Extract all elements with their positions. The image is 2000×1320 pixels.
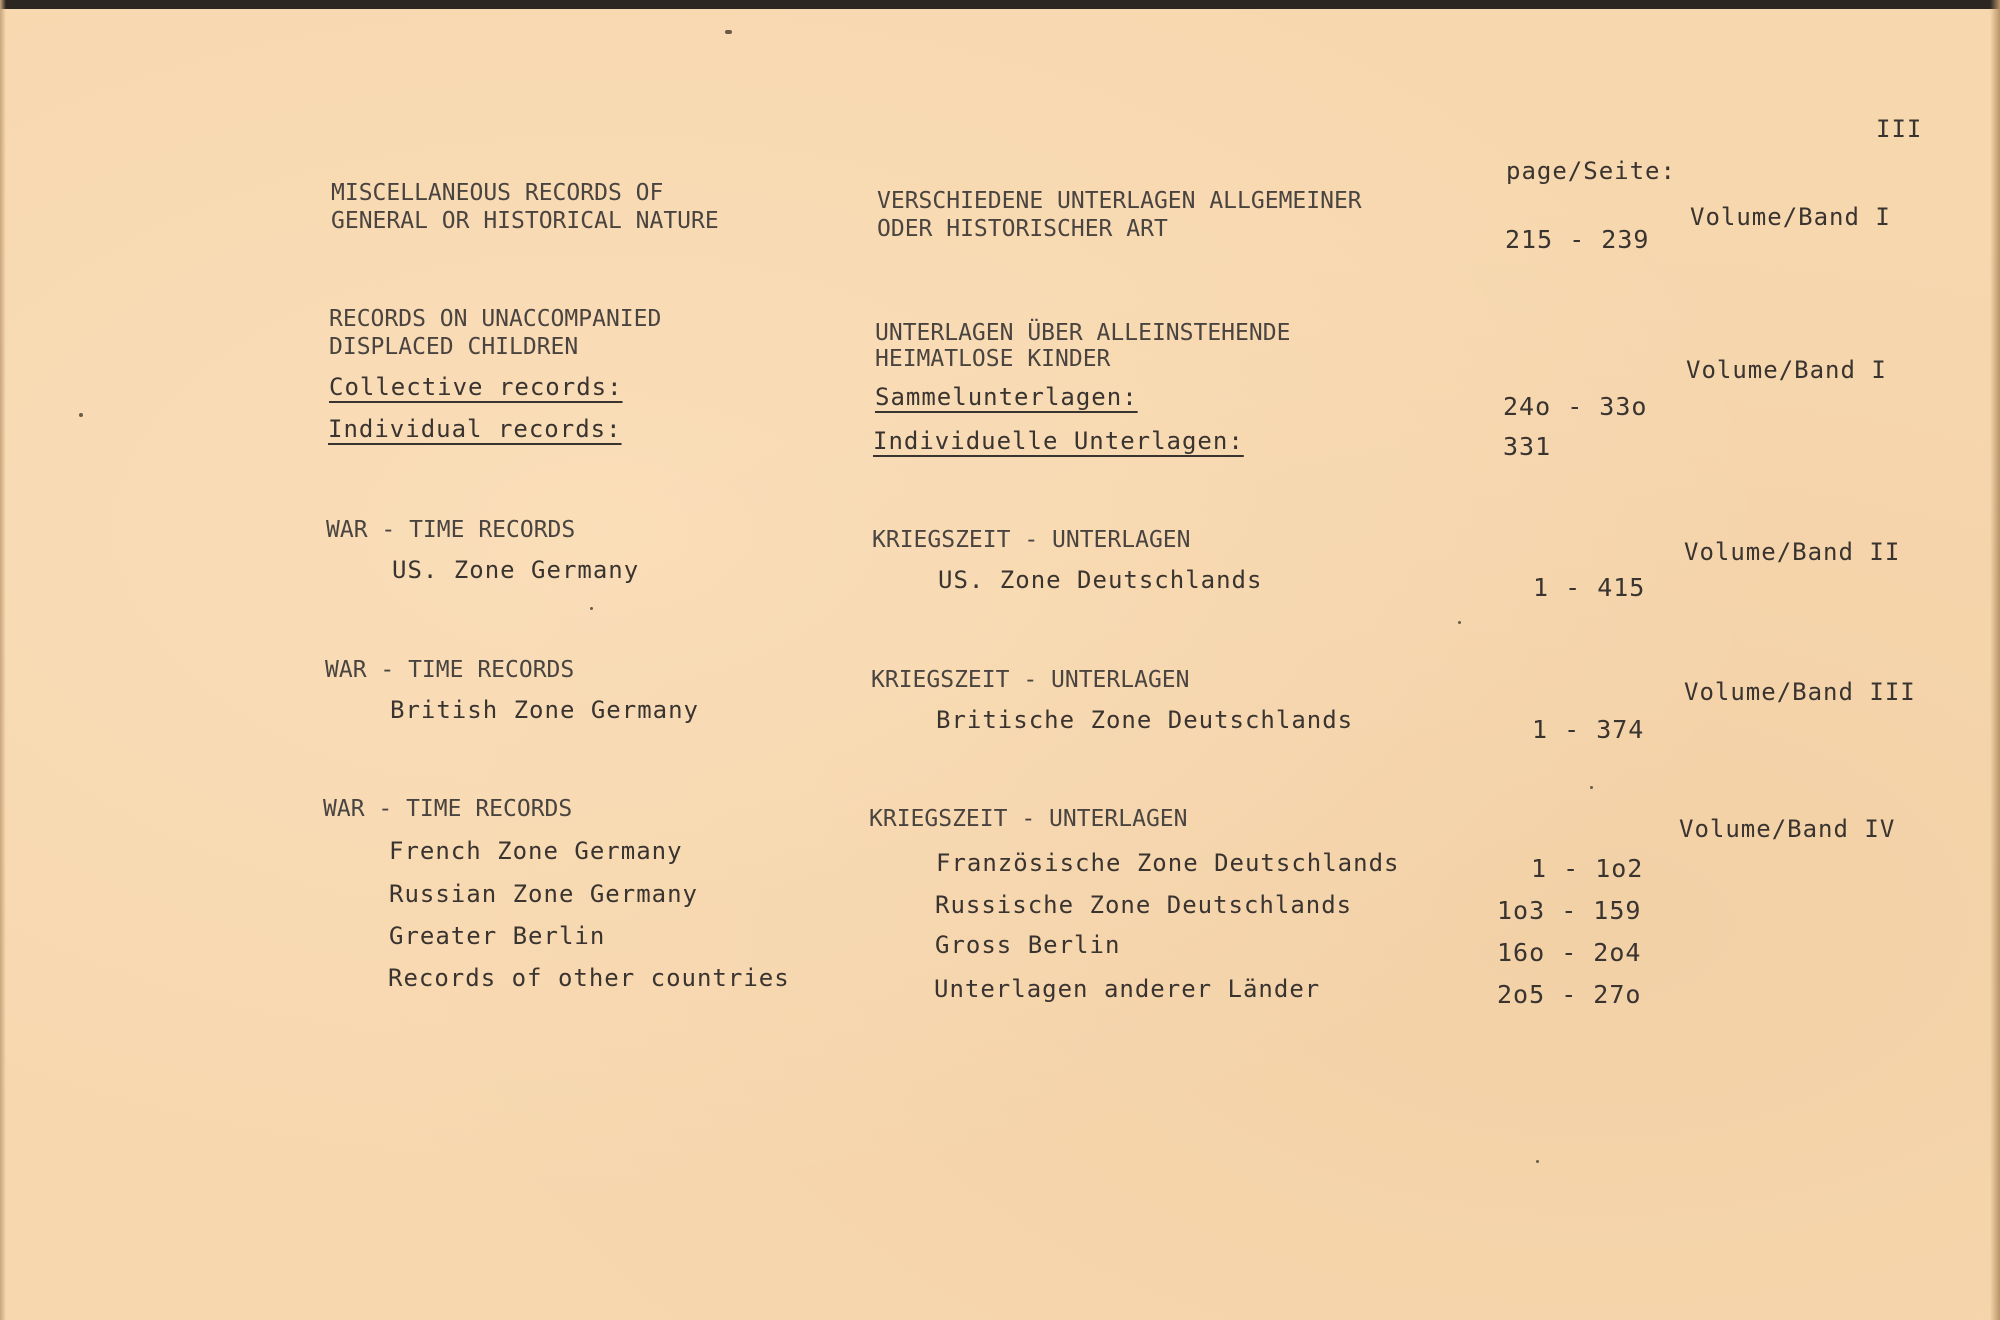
section-3-row-1-pages: 1 - 415: [1533, 573, 1646, 602]
section-5-en-title: WAR - TIME RECORDS: [323, 796, 573, 822]
paper-speck: [79, 413, 83, 417]
section-2-row-2-de: Individuelle Unterlagen:: [873, 427, 1244, 455]
section-2-de-title-line-1: UNTERLAGEN ÜBER ALLEINSTEHENDE: [875, 320, 1291, 346]
section-2-row-1-de: Sammelunterlagen:: [875, 383, 1138, 411]
paper-speck: [1536, 1160, 1539, 1163]
section-5-row-2-pages: 1o3 - 159: [1497, 896, 1642, 925]
section-5-de-title: KRIEGSZEIT - UNTERLAGEN: [869, 806, 1188, 832]
section-3-row-1-de: US. Zone Deutschlands: [938, 566, 1263, 594]
section-5-row-1-pages: 1 - 1o2: [1531, 854, 1644, 883]
section-5-row-3-en: Greater Berlin: [389, 922, 606, 950]
section-2-row-2-pages: 331: [1503, 432, 1552, 461]
scan-left-shadow: [0, 0, 6, 1320]
section-5-row-3-pages: 16o - 2o4: [1497, 938, 1642, 967]
paper-speck: [1458, 621, 1461, 624]
section-2-row-2-en: Individual records:: [328, 415, 622, 443]
section-5-row-4-de: Unterlagen anderer Länder: [934, 975, 1321, 1003]
section-2-en-title-line-1: RECORDS ON UNACCOMPANIED: [329, 306, 662, 332]
section-2-row-1-pages: 24o - 33o: [1503, 392, 1648, 421]
page-column-header: page/Seite:: [1506, 157, 1676, 185]
section-3-de-title: KRIEGSZEIT - UNTERLAGEN: [872, 527, 1191, 553]
section-5-row-2-de: Russische Zone Deutschlands: [935, 891, 1353, 919]
section-3-en-title: WAR - TIME RECORDS: [326, 517, 576, 543]
section-1-de-title-line-1: VERSCHIEDENE UNTERLAGEN ALLGEMEINER: [877, 188, 1362, 214]
section-1-en-title-line-2: GENERAL OR HISTORICAL NATURE: [331, 208, 719, 234]
section-2-de-title-line-2: HEIMATLOSE KINDER: [875, 346, 1111, 372]
section-4-row-1-en: British Zone Germany: [390, 696, 699, 724]
page-number: III: [1876, 115, 1923, 143]
section-5-row-1-de: Französische Zone Deutschlands: [936, 849, 1400, 877]
scan-top-border: [0, 0, 2000, 9]
section-2-row-1-en: Collective records:: [329, 373, 623, 401]
section-1-en-title-line-1: MISCELLANEOUS RECORDS OF: [331, 180, 664, 206]
scan-right-shadow: [1990, 0, 2000, 1320]
section-4-de-title: KRIEGSZEIT - UNTERLAGEN: [871, 667, 1190, 693]
section-5-row-1-en: French Zone Germany: [389, 837, 683, 865]
paper-speck: [590, 607, 593, 610]
paper-speck: [1590, 786, 1593, 789]
section-5-volume: Volume/Band IV: [1679, 815, 1896, 843]
section-4-volume: Volume/Band III: [1684, 678, 1916, 706]
section-5-row-4-pages: 2o5 - 27o: [1497, 980, 1642, 1009]
section-5-row-4-en: Records of other countries: [388, 964, 790, 992]
section-1-de-title-line-2: ODER HISTORISCHER ART: [877, 216, 1168, 242]
section-1-page-range: 215 - 239: [1505, 225, 1650, 254]
section-5-row-3-de: Gross Berlin: [935, 931, 1121, 959]
section-2-en-title-line-2: DISPLACED CHILDREN: [329, 334, 579, 360]
section-3-volume: Volume/Band II: [1684, 538, 1901, 566]
section-1-volume: Volume/Band I: [1690, 203, 1891, 231]
section-4-row-1-pages: 1 - 374: [1532, 715, 1645, 744]
section-2-volume: Volume/Band I: [1686, 356, 1887, 384]
section-4-en-title: WAR - TIME RECORDS: [325, 657, 575, 683]
section-5-row-2-en: Russian Zone Germany: [389, 880, 698, 908]
paper-speck: [725, 30, 732, 34]
section-3-row-1-en: US. Zone Germany: [392, 556, 640, 584]
section-4-row-1-de: Britische Zone Deutschlands: [936, 706, 1354, 734]
